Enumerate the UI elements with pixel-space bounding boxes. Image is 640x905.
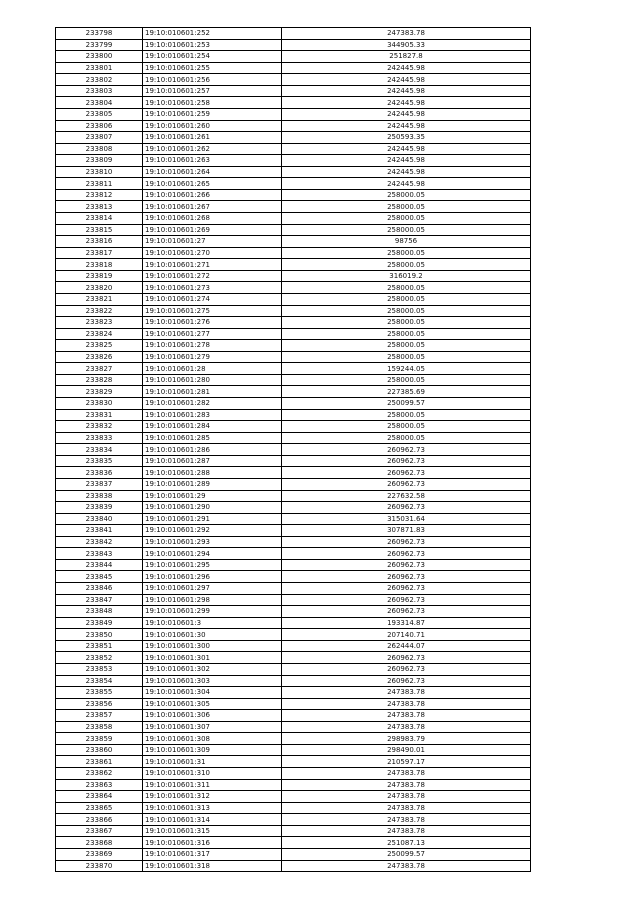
cell-record-id: 233802 xyxy=(56,74,143,86)
table-row xyxy=(56,444,531,456)
table-row xyxy=(56,85,531,97)
cell-cadastral-number: 19:10:010601:278 xyxy=(143,340,282,352)
table-row xyxy=(56,536,531,548)
cell-value: 98756 xyxy=(282,236,531,248)
table-row xyxy=(56,74,531,86)
table-row xyxy=(56,155,531,167)
cell-value: 242445.98 xyxy=(282,108,531,120)
cell-cadastral-number: 19:10:010601:295 xyxy=(143,559,282,571)
cell-value: 260962.73 xyxy=(282,559,531,571)
cell-value: 247383.78 xyxy=(282,687,531,699)
cell-record-id: 233815 xyxy=(56,224,143,236)
table-row xyxy=(56,340,531,352)
cell-cadastral-number: 19:10:010601:282 xyxy=(143,398,282,410)
cell-cadastral-number: 19:10:010601:281 xyxy=(143,386,282,398)
table-row xyxy=(56,687,531,699)
cell-value: 250593.35 xyxy=(282,132,531,144)
cell-record-id: 233819 xyxy=(56,270,143,282)
cell-record-id: 233842 xyxy=(56,536,143,548)
cell-cadastral-number: 19:10:010601:276 xyxy=(143,317,282,329)
cell-record-id: 233862 xyxy=(56,768,143,780)
cell-value: 247383.78 xyxy=(282,814,531,826)
cell-cadastral-number: 19:10:010601:260 xyxy=(143,120,282,132)
table-row xyxy=(56,640,531,652)
cell-value: 260962.73 xyxy=(282,652,531,664)
table-row xyxy=(56,617,531,629)
cell-cadastral-number: 19:10:010601:256 xyxy=(143,74,282,86)
cell-value: 242445.98 xyxy=(282,155,531,167)
cell-cadastral-number: 19:10:010601:271 xyxy=(143,259,282,271)
table-row xyxy=(56,305,531,317)
cell-value: 247383.78 xyxy=(282,768,531,780)
table-row xyxy=(56,721,531,733)
cell-record-id: 233809 xyxy=(56,155,143,167)
cell-record-id: 233799 xyxy=(56,39,143,51)
cell-cadastral-number: 19:10:010601:288 xyxy=(143,467,282,479)
cell-value: 242445.98 xyxy=(282,120,531,132)
cell-record-id: 233840 xyxy=(56,513,143,525)
cell-record-id: 233857 xyxy=(56,710,143,722)
cell-record-id: 233859 xyxy=(56,733,143,745)
cell-cadastral-number: 19:10:010601:269 xyxy=(143,224,282,236)
table-row xyxy=(56,606,531,618)
cell-cadastral-number: 19:10:010601:280 xyxy=(143,374,282,386)
cell-record-id: 233839 xyxy=(56,502,143,514)
cell-value: 210597.17 xyxy=(282,756,531,768)
table-row xyxy=(56,317,531,329)
cell-value: 193314.87 xyxy=(282,617,531,629)
cell-record-id: 233855 xyxy=(56,687,143,699)
cell-value: 242445.98 xyxy=(282,62,531,74)
cell-cadastral-number: 19:10:010601:313 xyxy=(143,802,282,814)
cell-value: 247383.78 xyxy=(282,721,531,733)
cell-cadastral-number: 19:10:010601:263 xyxy=(143,155,282,167)
cell-record-id: 233841 xyxy=(56,525,143,537)
cell-value: 258000.05 xyxy=(282,432,531,444)
cell-cadastral-number: 19:10:010601:255 xyxy=(143,62,282,74)
cell-cadastral-number: 19:10:010601:311 xyxy=(143,779,282,791)
table-row xyxy=(56,166,531,178)
cell-value: 258000.05 xyxy=(282,247,531,259)
cell-cadastral-number: 19:10:010601:296 xyxy=(143,571,282,583)
cell-record-id: 233801 xyxy=(56,62,143,74)
cell-record-id: 233838 xyxy=(56,490,143,502)
cell-cadastral-number: 19:10:010601:253 xyxy=(143,39,282,51)
cell-record-id: 233826 xyxy=(56,351,143,363)
cell-record-id: 233856 xyxy=(56,698,143,710)
table-row xyxy=(56,282,531,294)
cell-value: 258000.05 xyxy=(282,340,531,352)
cell-record-id: 233825 xyxy=(56,340,143,352)
table-row xyxy=(56,97,531,109)
cell-value: 260962.73 xyxy=(282,675,531,687)
table-row xyxy=(56,213,531,225)
cell-record-id: 233830 xyxy=(56,398,143,410)
cell-record-id: 233820 xyxy=(56,282,143,294)
cell-cadastral-number: 19:10:010601:307 xyxy=(143,721,282,733)
cell-record-id: 233807 xyxy=(56,132,143,144)
cell-value: 260962.73 xyxy=(282,444,531,456)
cell-cadastral-number: 19:10:010601:259 xyxy=(143,108,282,120)
table-row xyxy=(56,39,531,51)
table-row xyxy=(56,224,531,236)
cell-record-id: 233823 xyxy=(56,317,143,329)
table-row xyxy=(56,837,531,849)
cell-value: 258000.05 xyxy=(282,224,531,236)
cell-record-id: 233863 xyxy=(56,779,143,791)
table-row xyxy=(56,663,531,675)
cell-record-id: 233850 xyxy=(56,629,143,641)
cell-record-id: 233864 xyxy=(56,791,143,803)
cell-cadastral-number: 19:10:010601:270 xyxy=(143,247,282,259)
cell-record-id: 233846 xyxy=(56,583,143,595)
table-row xyxy=(56,756,531,768)
cell-cadastral-number: 19:10:010601:28 xyxy=(143,363,282,375)
table-row xyxy=(56,421,531,433)
cell-cadastral-number: 19:10:010601:267 xyxy=(143,201,282,213)
table-row xyxy=(56,490,531,502)
cell-cadastral-number: 19:10:010601:266 xyxy=(143,189,282,201)
cell-cadastral-number: 19:10:010601:293 xyxy=(143,536,282,548)
cell-cadastral-number: 19:10:010601:284 xyxy=(143,421,282,433)
cell-cadastral-number: 19:10:010601:310 xyxy=(143,768,282,780)
cell-record-id: 233806 xyxy=(56,120,143,132)
cell-value: 258000.05 xyxy=(282,293,531,305)
cell-cadastral-number: 19:10:010601:316 xyxy=(143,837,282,849)
cell-value: 316019.2 xyxy=(282,270,531,282)
cell-cadastral-number: 19:10:010601:312 xyxy=(143,791,282,803)
cell-value: 258000.05 xyxy=(282,259,531,271)
table-row xyxy=(56,432,531,444)
cell-value: 315031.64 xyxy=(282,513,531,525)
cell-record-id: 233868 xyxy=(56,837,143,849)
cell-cadastral-number: 19:10:010601:309 xyxy=(143,744,282,756)
cell-record-id: 233845 xyxy=(56,571,143,583)
table-row xyxy=(56,744,531,756)
cell-value: 258000.05 xyxy=(282,409,531,421)
table-row xyxy=(56,791,531,803)
cell-cadastral-number: 19:10:010601:318 xyxy=(143,860,282,872)
table-row xyxy=(56,398,531,410)
cell-cadastral-number: 19:10:010601:289 xyxy=(143,478,282,490)
table-row xyxy=(56,363,531,375)
cell-record-id: 233866 xyxy=(56,814,143,826)
cell-cadastral-number: 19:10:010601:265 xyxy=(143,178,282,190)
cell-record-id: 233818 xyxy=(56,259,143,271)
cell-cadastral-number: 19:10:010601:275 xyxy=(143,305,282,317)
cell-value: 247383.78 xyxy=(282,825,531,837)
cell-value: 260962.73 xyxy=(282,548,531,560)
cell-cadastral-number: 19:10:010601:29 xyxy=(143,490,282,502)
table-row xyxy=(56,594,531,606)
table-row xyxy=(56,132,531,144)
cell-cadastral-number: 19:10:010601:30 xyxy=(143,629,282,641)
table-row xyxy=(56,814,531,826)
cell-cadastral-number: 19:10:010601:279 xyxy=(143,351,282,363)
cell-cadastral-number: 19:10:010601:297 xyxy=(143,583,282,595)
cell-record-id: 233844 xyxy=(56,559,143,571)
cell-cadastral-number: 19:10:010601:261 xyxy=(143,132,282,144)
cell-value: 247383.78 xyxy=(282,710,531,722)
table-row xyxy=(56,51,531,63)
cell-value: 258000.05 xyxy=(282,328,531,340)
cell-cadastral-number: 19:10:010601:305 xyxy=(143,698,282,710)
cell-record-id: 233870 xyxy=(56,860,143,872)
cell-cadastral-number: 19:10:010601:291 xyxy=(143,513,282,525)
cell-record-id: 233821 xyxy=(56,293,143,305)
cell-value: 242445.98 xyxy=(282,97,531,109)
cell-cadastral-number: 19:10:010601:290 xyxy=(143,502,282,514)
cell-cadastral-number: 19:10:010601:252 xyxy=(143,28,282,40)
table-row xyxy=(56,698,531,710)
table-row xyxy=(56,259,531,271)
table-row xyxy=(56,409,531,421)
table-row xyxy=(56,825,531,837)
cell-value: 258000.05 xyxy=(282,189,531,201)
cell-record-id: 233833 xyxy=(56,432,143,444)
cell-cadastral-number: 19:10:010601:292 xyxy=(143,525,282,537)
cell-cadastral-number: 19:10:010601:286 xyxy=(143,444,282,456)
table-row xyxy=(56,374,531,386)
cell-record-id: 233834 xyxy=(56,444,143,456)
cell-value: 258000.05 xyxy=(282,213,531,225)
table-row xyxy=(56,583,531,595)
cell-value: 251087.13 xyxy=(282,837,531,849)
table-row xyxy=(56,108,531,120)
table-row xyxy=(56,247,531,259)
table-row xyxy=(56,120,531,132)
table-row xyxy=(56,143,531,155)
cell-value: 159244.05 xyxy=(282,363,531,375)
table-row xyxy=(56,328,531,340)
table-row xyxy=(56,802,531,814)
table-row xyxy=(56,178,531,190)
table-row xyxy=(56,189,531,201)
cell-record-id: 233860 xyxy=(56,744,143,756)
cell-record-id: 233837 xyxy=(56,478,143,490)
cell-cadastral-number: 19:10:010601:277 xyxy=(143,328,282,340)
cell-value: 262444.07 xyxy=(282,640,531,652)
table-row xyxy=(56,571,531,583)
cell-value: 260962.73 xyxy=(282,536,531,548)
table-row xyxy=(56,455,531,467)
cell-record-id: 233811 xyxy=(56,178,143,190)
cell-cadastral-number: 19:10:010601:303 xyxy=(143,675,282,687)
cell-record-id: 233854 xyxy=(56,675,143,687)
cell-cadastral-number: 19:10:010601:262 xyxy=(143,143,282,155)
cell-cadastral-number: 19:10:010601:257 xyxy=(143,85,282,97)
table-row xyxy=(56,860,531,872)
cell-record-id: 233836 xyxy=(56,467,143,479)
cell-record-id: 233824 xyxy=(56,328,143,340)
table-row xyxy=(56,467,531,479)
cell-record-id: 233817 xyxy=(56,247,143,259)
cell-value: 247383.78 xyxy=(282,28,531,40)
cell-record-id: 233812 xyxy=(56,189,143,201)
cell-cadastral-number: 19:10:010601:31 xyxy=(143,756,282,768)
table-body xyxy=(56,28,531,872)
cell-value: 258000.05 xyxy=(282,305,531,317)
cell-record-id: 233810 xyxy=(56,166,143,178)
cell-record-id: 233798 xyxy=(56,28,143,40)
cell-value: 242445.98 xyxy=(282,74,531,86)
cell-value: 207140.71 xyxy=(282,629,531,641)
cell-value: 260962.73 xyxy=(282,502,531,514)
cell-cadastral-number: 19:10:010601:283 xyxy=(143,409,282,421)
cell-record-id: 233858 xyxy=(56,721,143,733)
cell-cadastral-number: 19:10:010601:264 xyxy=(143,166,282,178)
cell-value: 251827.8 xyxy=(282,51,531,63)
cell-value: 247383.78 xyxy=(282,779,531,791)
cell-value: 260962.73 xyxy=(282,467,531,479)
cell-value: 260962.73 xyxy=(282,583,531,595)
cell-record-id: 233851 xyxy=(56,640,143,652)
cell-value: 258000.05 xyxy=(282,421,531,433)
cell-cadastral-number: 19:10:010601:314 xyxy=(143,814,282,826)
cell-record-id: 233805 xyxy=(56,108,143,120)
data-table xyxy=(55,27,531,872)
cell-record-id: 233803 xyxy=(56,85,143,97)
cell-value: 247383.78 xyxy=(282,698,531,710)
cell-cadastral-number: 19:10:010601:27 xyxy=(143,236,282,248)
cell-value: 258000.05 xyxy=(282,351,531,363)
table-row xyxy=(56,768,531,780)
cell-record-id: 233808 xyxy=(56,143,143,155)
cell-cadastral-number: 19:10:010601:274 xyxy=(143,293,282,305)
cell-cadastral-number: 19:10:010601:299 xyxy=(143,606,282,618)
cell-record-id: 233831 xyxy=(56,409,143,421)
cell-cadastral-number: 19:10:010601:272 xyxy=(143,270,282,282)
cell-record-id: 233869 xyxy=(56,848,143,860)
table-row xyxy=(56,652,531,664)
cell-cadastral-number: 19:10:010601:300 xyxy=(143,640,282,652)
table-row xyxy=(56,710,531,722)
cell-value: 242445.98 xyxy=(282,178,531,190)
cell-value: 260962.73 xyxy=(282,663,531,675)
cell-record-id: 233822 xyxy=(56,305,143,317)
cell-value: 260962.73 xyxy=(282,606,531,618)
table-row xyxy=(56,351,531,363)
cell-cadastral-number: 19:10:010601:306 xyxy=(143,710,282,722)
table-row xyxy=(56,62,531,74)
table-row xyxy=(56,525,531,537)
cell-record-id: 233867 xyxy=(56,825,143,837)
table-row xyxy=(56,548,531,560)
cell-record-id: 233847 xyxy=(56,594,143,606)
cell-cadastral-number: 19:10:010601:301 xyxy=(143,652,282,664)
cell-value: 344905.33 xyxy=(282,39,531,51)
cell-record-id: 233852 xyxy=(56,652,143,664)
cell-record-id: 233814 xyxy=(56,213,143,225)
cell-value: 227632.58 xyxy=(282,490,531,502)
cell-cadastral-number: 19:10:010601:315 xyxy=(143,825,282,837)
cell-cadastral-number: 19:10:010601:285 xyxy=(143,432,282,444)
cell-value: 250099.57 xyxy=(282,848,531,860)
table-row xyxy=(56,513,531,525)
cell-record-id: 233827 xyxy=(56,363,143,375)
cell-cadastral-number: 19:10:010601:254 xyxy=(143,51,282,63)
cell-value: 260962.73 xyxy=(282,594,531,606)
cell-value: 258000.05 xyxy=(282,317,531,329)
cell-cadastral-number: 19:10:010601:298 xyxy=(143,594,282,606)
table-row xyxy=(56,675,531,687)
cell-record-id: 233861 xyxy=(56,756,143,768)
cell-cadastral-number: 19:10:010601:304 xyxy=(143,687,282,699)
cell-value: 242445.98 xyxy=(282,85,531,97)
cell-value: 247383.78 xyxy=(282,791,531,803)
table-row xyxy=(56,848,531,860)
cell-value: 307871.83 xyxy=(282,525,531,537)
table-row xyxy=(56,629,531,641)
table-row xyxy=(56,201,531,213)
cell-cadastral-number: 19:10:010601:287 xyxy=(143,455,282,467)
table-row xyxy=(56,236,531,248)
cell-record-id: 233829 xyxy=(56,386,143,398)
cell-value: 258000.05 xyxy=(282,282,531,294)
cell-record-id: 233853 xyxy=(56,663,143,675)
cell-cadastral-number: 19:10:010601:308 xyxy=(143,733,282,745)
table-row xyxy=(56,293,531,305)
table-row xyxy=(56,386,531,398)
cell-cadastral-number: 19:10:010601:294 xyxy=(143,548,282,560)
table-row xyxy=(56,559,531,571)
cell-cadastral-number: 19:10:010601:273 xyxy=(143,282,282,294)
cell-value: 260962.73 xyxy=(282,571,531,583)
cell-cadastral-number: 19:10:010601:258 xyxy=(143,97,282,109)
cell-record-id: 233843 xyxy=(56,548,143,560)
cell-value: 298490.01 xyxy=(282,744,531,756)
cell-value: 247383.78 xyxy=(282,802,531,814)
table-row xyxy=(56,28,531,40)
cell-value: 242445.98 xyxy=(282,143,531,155)
cell-cadastral-number: 19:10:010601:317 xyxy=(143,848,282,860)
cell-value: 260962.73 xyxy=(282,478,531,490)
cell-value: 260962.73 xyxy=(282,455,531,467)
cell-record-id: 233800 xyxy=(56,51,143,63)
table-row xyxy=(56,478,531,490)
cell-value: 258000.05 xyxy=(282,374,531,386)
cell-value: 247383.78 xyxy=(282,860,531,872)
cell-record-id: 233849 xyxy=(56,617,143,629)
cell-record-id: 233813 xyxy=(56,201,143,213)
cell-value: 258000.05 xyxy=(282,201,531,213)
cell-record-id: 233865 xyxy=(56,802,143,814)
table-row xyxy=(56,270,531,282)
cell-value: 242445.98 xyxy=(282,166,531,178)
cell-value: 227385.69 xyxy=(282,386,531,398)
table-row xyxy=(56,502,531,514)
cell-record-id: 233828 xyxy=(56,374,143,386)
cell-record-id: 233835 xyxy=(56,455,143,467)
cell-record-id: 233848 xyxy=(56,606,143,618)
cell-cadastral-number: 19:10:010601:268 xyxy=(143,213,282,225)
cell-record-id: 233804 xyxy=(56,97,143,109)
table-row xyxy=(56,779,531,791)
cell-record-id: 233816 xyxy=(56,236,143,248)
cell-record-id: 233832 xyxy=(56,421,143,433)
table-row xyxy=(56,733,531,745)
cell-cadastral-number: 19:10:010601:3 xyxy=(143,617,282,629)
cell-value: 250099.57 xyxy=(282,398,531,410)
cell-value: 298983.79 xyxy=(282,733,531,745)
cell-cadastral-number: 19:10:010601:302 xyxy=(143,663,282,675)
